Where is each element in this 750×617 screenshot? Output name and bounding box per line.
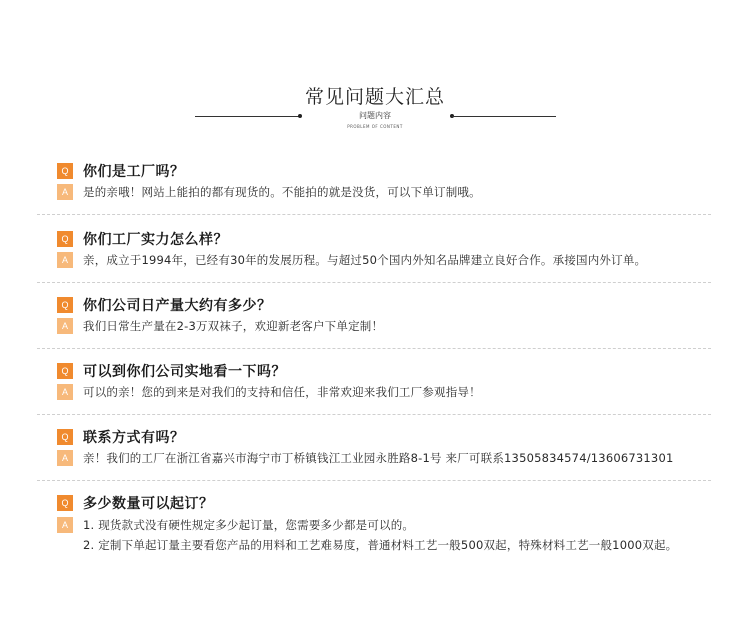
question-row [57,363,286,379]
answer-badge: A [57,184,73,200]
faq-divider [37,214,711,215]
answer-text: 亲，成立于1994年，已经有30年的发展历程。与超过50个国内外知名品牌建立良好合作。承接国内外订单。 [83,253,647,267]
answer-badge: A [57,318,73,334]
answer-row [57,517,414,533]
page-subtitle: 问题内容 [359,111,391,120]
page-subtitle-english: PROBLEM OF CONTENT [347,124,403,129]
question-row [57,297,272,313]
answer-text: 可以的亲！您的到来是对我们的支持和信任，非常欢迎来我们工厂参观指导！ [83,385,481,399]
faq-divider [37,282,711,283]
answer-text-line-2: 2. 定制下单起订量主要看您产品的用料和工艺难易度，普通材料工艺一般500双起，特殊材料工艺一般1000双起。 [83,538,678,552]
answer-badge: A [57,384,73,400]
question-row [57,495,214,511]
question-row [57,231,228,247]
answer-text: 是的亲哦！网站上能拍的都有现货的。不能拍的就是没货，可以下单订制哦。 [83,185,481,199]
answer-row [57,450,673,466]
faq-divider [37,414,711,415]
question-text: 你们是工厂吗？ [83,164,185,180]
answer-text: 亲！我们的工厂在浙江省嘉兴市海宁市丁桥镇钱江工业园永胜路8-1号 来厂可联系13505834574/13606731301 [83,451,674,465]
question-text: 联系方式有吗？ [83,430,185,446]
page-title: 常见问题大汇总 [304,86,445,108]
faq-divider [37,480,711,481]
question-badge: Q [57,429,73,445]
question-text: 你们公司日产量大约有多少？ [83,298,272,314]
question-text: 你们工厂实力怎么样？ [83,232,228,248]
title-rule-right [452,116,556,117]
question-badge: Q [57,363,73,379]
answer-text: 1. 现货款式没有硬性规定多少起订量，您需要多少都是可以的。 [83,518,415,532]
faq-divider [37,348,711,349]
question-row [57,429,185,445]
answer-text: 我们日常生产量在2-3万双袜子，欢迎新老客户下单定制！ [83,319,384,333]
page-header [0,0,750,140]
question-badge: Q [57,163,73,179]
answer-row [57,318,383,334]
answer-row [57,184,481,200]
question-badge: Q [57,231,73,247]
answer-badge: A [57,252,73,268]
question-text: 多少数量可以起订？ [83,496,214,512]
question-text: 可以到你们公司实地看一下吗？ [83,364,286,380]
question-row [57,163,185,179]
question-badge: Q [57,495,73,511]
answer-badge: A [57,517,73,533]
question-badge: Q [57,297,73,313]
answer-row [57,384,481,400]
answer-row [57,252,646,268]
answer-badge: A [57,450,73,466]
